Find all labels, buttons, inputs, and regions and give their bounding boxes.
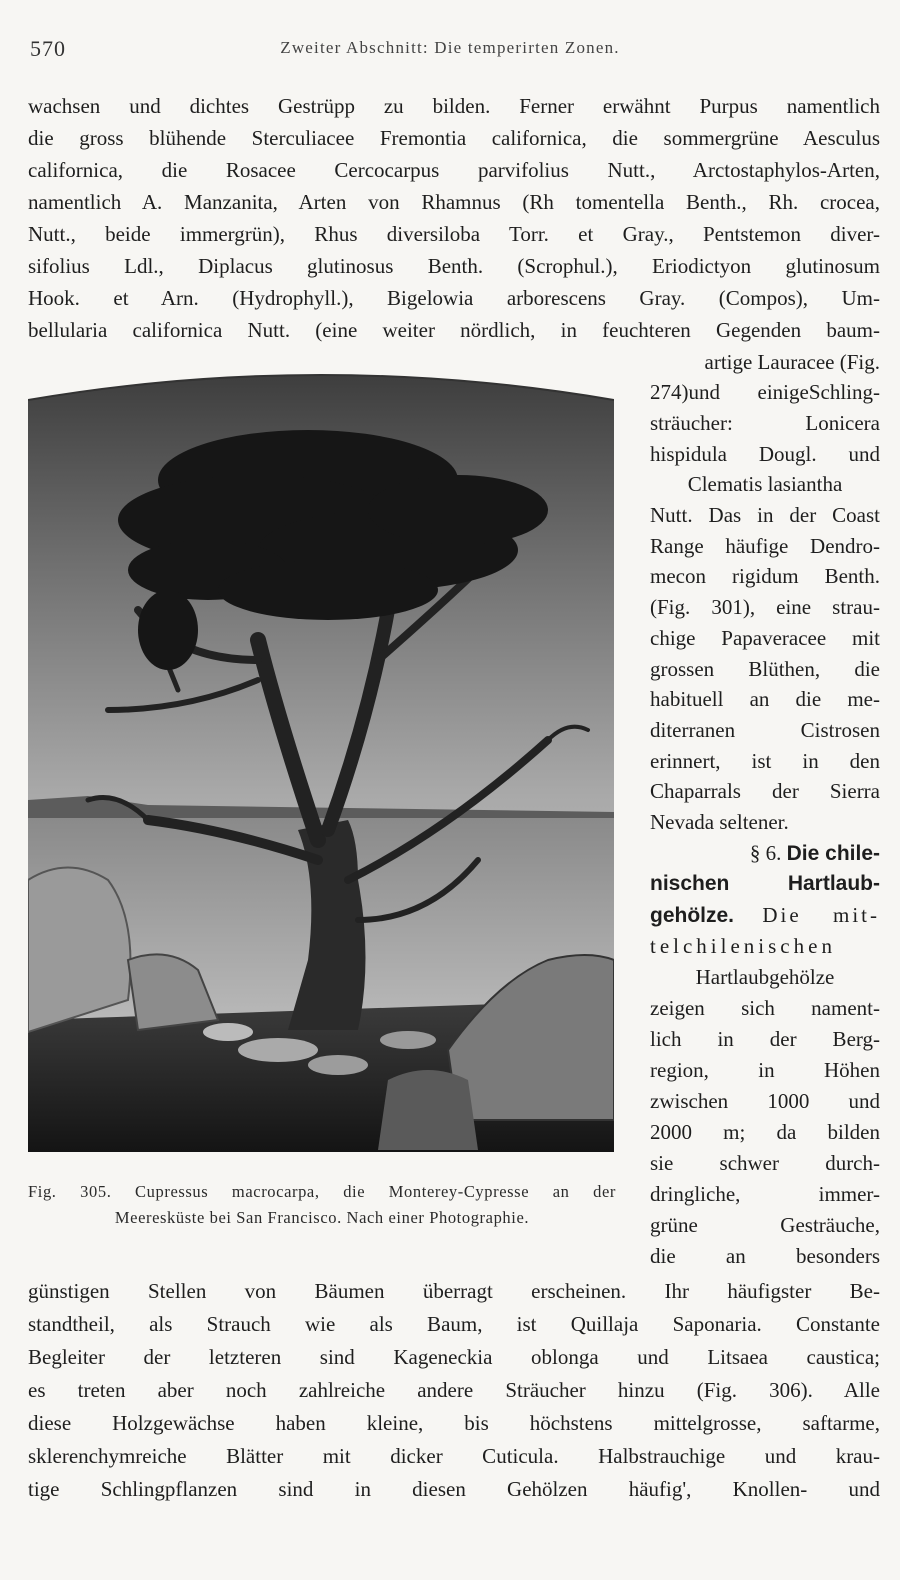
running-head: Zweiter Abschnitt: Die temperirten Zonen.	[280, 38, 620, 57]
column-line: Nutt. Das in der Coast	[650, 503, 880, 527]
column-line: erinnert, ist in den	[650, 749, 880, 773]
body-line: die gross blühende Sterculiacee Fremontia californica, die sommergrüne Aesculus	[28, 126, 880, 150]
section-heading-line	[650, 901, 880, 930]
column-line: Hartlaubgehölze	[695, 965, 835, 989]
column-line: artige Lauracee (Fig.	[704, 350, 880, 374]
section-mark: § 6.	[749, 841, 782, 865]
body-line: californica, die Rosacee Cercocarpus parvifolius Nutt., Arctostaphylos-Arten,	[28, 158, 880, 182]
column-line: grossen Blüthen, die	[650, 657, 880, 681]
column-line: hispidula Dougl. und	[650, 442, 880, 466]
body-line: bellularia californica Nutt. (eine weiter nördlich, in feuchteren Gegenden baum-	[28, 318, 880, 342]
body-line: wachsen und dichtes Gestrüpp zu bilden. Ferner erwähnt Purpus namentlich	[28, 94, 880, 118]
column-line: (Fig. 301), eine strau-	[650, 595, 880, 619]
body-line: Begleiter der letzteren sind Kageneckia oblonga und Litsaea caustica;	[28, 1345, 880, 1369]
column-line: Clematis lasiantha	[687, 472, 843, 496]
column-line: chige Papaveracee mit	[650, 626, 880, 650]
figure-photograph	[28, 360, 614, 1152]
body-line: Hook. et Arn. (Hydrophyll.), Bigelowia arborescens Gray. (Compos), Um-	[28, 286, 880, 310]
figure-caption-line: Meeresküste bei San Francisco. Nach einer Photographie.	[114, 1208, 530, 1227]
body-line: es treten aber noch zahlreiche andere Sträucher hinzu (Fig. 306). Alle	[28, 1378, 880, 1402]
figure-caption-line: Fig. 305. Cupressus macrocarpa, die Monterey-Cypresse an der	[28, 1182, 616, 1201]
column-line: sie schwer durch-	[650, 1151, 880, 1175]
column-line: region, in Höhen	[650, 1058, 880, 1082]
column-line: zwischen 1000 und	[650, 1089, 880, 1113]
column-line: grüne Gesträuche,	[650, 1213, 880, 1237]
body-line: Nutt., beide immergrün), Rhus diversiloba Torr. et Gray., Pentstemon diver-	[28, 222, 880, 246]
column-line: sträucher: Lonicera	[650, 411, 880, 435]
column-line: diterranen Cistrosen	[650, 718, 880, 742]
column-line: habituell an die me-	[650, 687, 880, 711]
column-line: Range häufige Dendro-	[650, 534, 880, 558]
cypress-photo-illustration	[28, 360, 614, 1152]
column-line: Chaparrals der Sierra	[650, 779, 880, 803]
column-line: 2000 m; da bilden	[650, 1120, 880, 1144]
section-heading: nischen Hartlaub-	[650, 872, 880, 895]
column-line: die an besonders	[650, 1244, 880, 1268]
column-line: zeigen sich nament-	[650, 996, 880, 1020]
body-line: namentlich A. Manzanita, Arten von Rhamnus (Rh tomentella Benth., Rh. crocea,	[28, 190, 880, 214]
spaced-text: telchilenischen	[650, 934, 836, 958]
column-line: dringliche, immer-	[650, 1182, 880, 1206]
column-line: 274)und einigeSchling-	[650, 380, 880, 404]
page-number: 570	[30, 36, 66, 61]
column-line: mecon rigidum Benth.	[650, 564, 880, 588]
section-heading: gehölze.	[650, 904, 735, 927]
body-line: sklerenchymreiche Blätter mit dicker Cuticula. Halbstrauchige und krau-	[28, 1444, 880, 1468]
column-line: Nevada seltener.	[650, 810, 789, 834]
body-line: standtheil, als Strauch wie als Baum, ist Quillaja Saponaria. Constante	[28, 1312, 880, 1336]
body-line: sifolius Ldl., Diplacus glutinosus Benth. (Scrophul.), Eriodictyon glutinosum	[28, 254, 880, 278]
body-line: tige Schlingpflanzen sind in diesen Gehölzen häufig', Knollen- und	[28, 1477, 880, 1501]
body-line: günstigen Stellen von Bäumen überragt erscheinen. Ihr häufigster Be-	[28, 1279, 880, 1303]
section-heading-line	[650, 839, 880, 868]
spaced-text: Die mit-	[762, 903, 880, 927]
body-line: diese Holzgewächse haben kleine, bis höchstens mittelgrosse, saftarme,	[28, 1411, 880, 1435]
section-heading: Die chile-	[786, 842, 880, 865]
column-line: lich in der Berg-	[650, 1027, 880, 1051]
